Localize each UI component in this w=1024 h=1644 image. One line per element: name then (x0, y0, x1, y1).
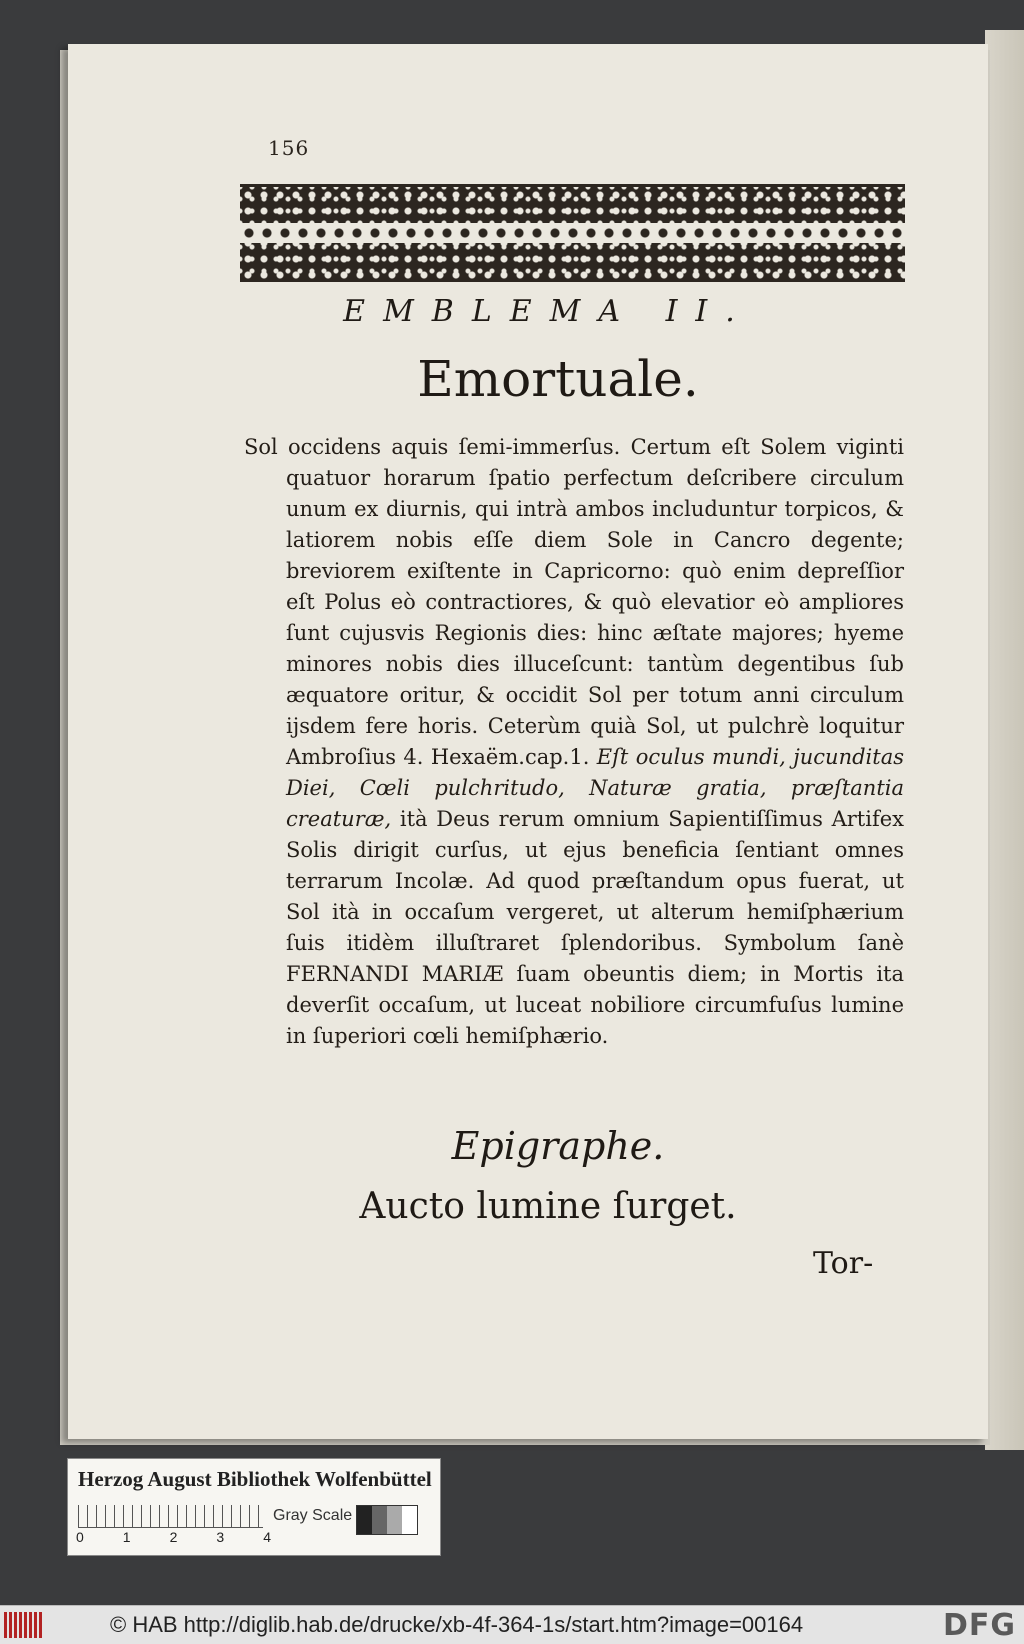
page-number: 156 (268, 136, 310, 160)
gray-scale-swatch (356, 1505, 418, 1535)
paragraph-body: Certum eſt Solem viginti quatuor horarum ſpatio perfectum deſcribere circulum unum ex diurnis, qui intrà ambos includuntur torpicos, & latiorem nobis eſſe diem Sole in Cancro degente; breviorem exiſtente in Capricorno: quò enim depreſſior eſt Polus eò contractiores, & quò elevatior eò ampliores ſunt cujusvis Regionis dies: hinc æſtate majores; hyeme minores nobis dies illuceſcunt: tantùm degentibus ſub æquatore oritur, & occidit Sol per totum anni circulum ijsdem fere horis. Ceterùm quià Sol, ut pulchrè loquitur Ambroſius 4. Hexaëm.cap.1. (286, 435, 904, 769)
library-name: Herzog August Bibliothek Wolfenbüttel (78, 1467, 432, 1491)
hab-logo-icon (4, 1612, 44, 1638)
ruler-number: 1 (122, 1529, 131, 1545)
source-link[interactable]: © HAB http://diglib.hab.de/drucke/xb-4f-364-1s/start.htm?image=00164 (110, 1612, 804, 1637)
catchword: Tor- (813, 1246, 874, 1281)
body-paragraph (244, 432, 904, 1052)
dfg-logo: DFG (942, 1608, 1016, 1643)
status-bar (0, 1605, 1024, 1644)
epigraph-label: Epigraphe. (451, 1124, 665, 1168)
ruler-number: 0 (76, 1529, 84, 1545)
ruler-number: 4 (263, 1529, 271, 1545)
ornamental-headpiece (240, 184, 905, 282)
paragraph-quote: Eſt oculus mundi, jucunditas Diei, Cœli pulchritudo, Naturæ gratia, præſtantia creaturæ, (286, 745, 904, 831)
emblem-heading: EMBLEMA II. (343, 294, 753, 329)
ruler-number: 2 (169, 1529, 178, 1545)
ornament-band (240, 223, 905, 243)
emblem-title: Emortuale. (417, 350, 699, 408)
paragraph-end: ità Deus rerum omnium Sapientiſſimus Artifex Solis dirigit curſus, ut ejus beneficia ſentiant omnes terrarum Incolæ. Ad quod præſtandum opus fuerat, ut Sol ità in occaſum vergeret, ut alterum hemiſphærium ſuis itidèm illuſtraret ſplendoribus. Symbolum ſanè FERNANDI MARIÆ ſuam obeuntis diem; in Mortis ita deverſit occaſum, ut luceat nobiliore circumfuſus lumine in ſuperiori cœli hemiſphærio. (286, 807, 904, 1048)
gray-scale-label: Gray Scale (273, 1507, 353, 1524)
scale-ruler (78, 1505, 263, 1528)
paragraph-lead: Sol occidens aquis ſemi-immerſus. (244, 435, 621, 459)
ruler-number: 3 (216, 1529, 225, 1545)
epigraph-motto: Aucto lumine ſurget. (359, 1186, 737, 1227)
page-edge (985, 30, 1024, 1450)
library-color-card (67, 1458, 441, 1556)
ruler-numbers (76, 1529, 271, 1545)
book-page (68, 44, 988, 1439)
